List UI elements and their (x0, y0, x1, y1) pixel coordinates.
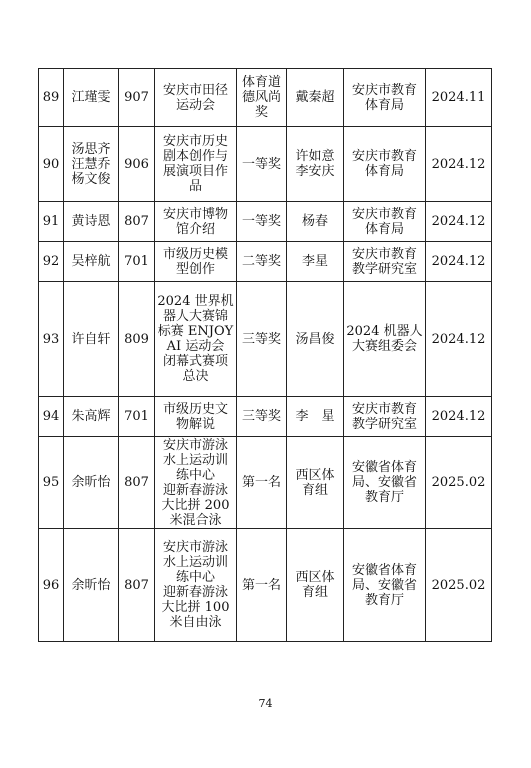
cell-name: 朱高辉 (64, 397, 119, 437)
cell-date: 2024.12 (426, 127, 492, 202)
cell-event: 安庆市博物 馆介绍 (155, 202, 237, 242)
page-number: 74 (258, 697, 273, 710)
cell-event: 安庆市游泳 水上运动训 练中心 迎新春游泳 大比拼 200 米混合泳 (155, 437, 237, 529)
cell-event: 市级历史文 物解说 (155, 397, 237, 437)
cell-teacher: 李 星 (287, 397, 344, 437)
cell-no: 89 (39, 69, 64, 127)
cell-class: 906 (119, 127, 155, 202)
cell-award: 第一名 (237, 437, 287, 529)
cell-award: 第一名 (237, 529, 287, 642)
cell-organizer: 安庆市教育 教学研究室 (344, 242, 426, 282)
cell-event: 2024 世界机 器人大赛锦 标赛 ENJOY AI 运动会 闭幕式赛项 总决 (155, 282, 237, 397)
cell-class: 809 (119, 282, 155, 397)
cell-name: 许自轩 (64, 282, 119, 397)
cell-event: 安庆市游泳 水上运动训 练中心 迎新春游泳 大比拼 100 米自由泳 (155, 529, 237, 642)
cell-class: 701 (119, 397, 155, 437)
table-row (39, 202, 492, 242)
cell-event: 市级历史模 型创作 (155, 242, 237, 282)
table-row (39, 242, 492, 282)
award-rows (39, 69, 492, 642)
cell-name: 余昕怡 (64, 437, 119, 529)
cell-award: 一等奖 (237, 202, 287, 242)
cell-teacher: 西区体 育组 (287, 529, 344, 642)
cell-organizer: 安徽省体育 局、安徽省 教育厅 (344, 437, 426, 529)
cell-date: 2024.12 (426, 282, 492, 397)
cell-name: 江瑾雯 (64, 69, 119, 127)
cell-teacher: 西区体 育组 (287, 437, 344, 529)
cell-date: 2024.12 (426, 242, 492, 282)
cell-name: 吴梓航 (64, 242, 119, 282)
cell-class: 701 (119, 242, 155, 282)
cell-name: 余昕怡 (64, 529, 119, 642)
cell-teacher: 李星 (287, 242, 344, 282)
cell-award: 三等奖 (237, 282, 287, 397)
cell-organizer: 安庆市教育 体育局 (344, 69, 426, 127)
cell-class: 807 (119, 437, 155, 529)
cell-date: 2024.11 (426, 69, 492, 127)
cell-teacher: 杨春 (287, 202, 344, 242)
cell-organizer: 安徽省体育 局、安徽省 教育厅 (344, 529, 426, 642)
cell-event: 安庆市历史 剧本创作与 展演项目作 品 (155, 127, 237, 202)
cell-no: 94 (39, 397, 64, 437)
cell-organizer: 安庆市教育 体育局 (344, 202, 426, 242)
cell-award: 体育道 德风尚 奖 (237, 69, 287, 127)
cell-no: 90 (39, 127, 64, 202)
cell-organizer: 2024 机器人 大赛组委会 (344, 282, 426, 397)
table-row (39, 437, 492, 529)
cell-teacher: 汤昌俊 (287, 282, 344, 397)
cell-teacher: 许如意 李安庆 (287, 127, 344, 202)
cell-name: 汤思齐 汪慧乔 杨文俊 (64, 127, 119, 202)
cell-date: 2024.12 (426, 202, 492, 242)
table-row (39, 127, 492, 202)
cell-no: 96 (39, 529, 64, 642)
cell-class: 807 (119, 202, 155, 242)
table-row (39, 529, 492, 642)
cell-no: 92 (39, 242, 64, 282)
cell-award: 三等奖 (237, 397, 287, 437)
cell-no: 95 (39, 437, 64, 529)
cell-date: 2025.02 (426, 437, 492, 529)
award-table (38, 68, 492, 642)
cell-name: 黄诗恩 (64, 202, 119, 242)
cell-class: 907 (119, 69, 155, 127)
cell-class: 807 (119, 529, 155, 642)
cell-event: 安庆市田径 运动会 (155, 69, 237, 127)
cell-no: 93 (39, 282, 64, 397)
cell-award: 一等奖 (237, 127, 287, 202)
cell-organizer: 安庆市教育 体育局 (344, 127, 426, 202)
cell-date: 2024.12 (426, 397, 492, 437)
cell-organizer: 安庆市教育 教学研究室 (344, 397, 426, 437)
table-row (39, 282, 492, 397)
cell-date: 2025.02 (426, 529, 492, 642)
table-row (39, 397, 492, 437)
table-row (39, 69, 492, 127)
cell-teacher: 戴秦超 (287, 69, 344, 127)
cell-award: 二等奖 (237, 242, 287, 282)
cell-no: 91 (39, 202, 64, 242)
